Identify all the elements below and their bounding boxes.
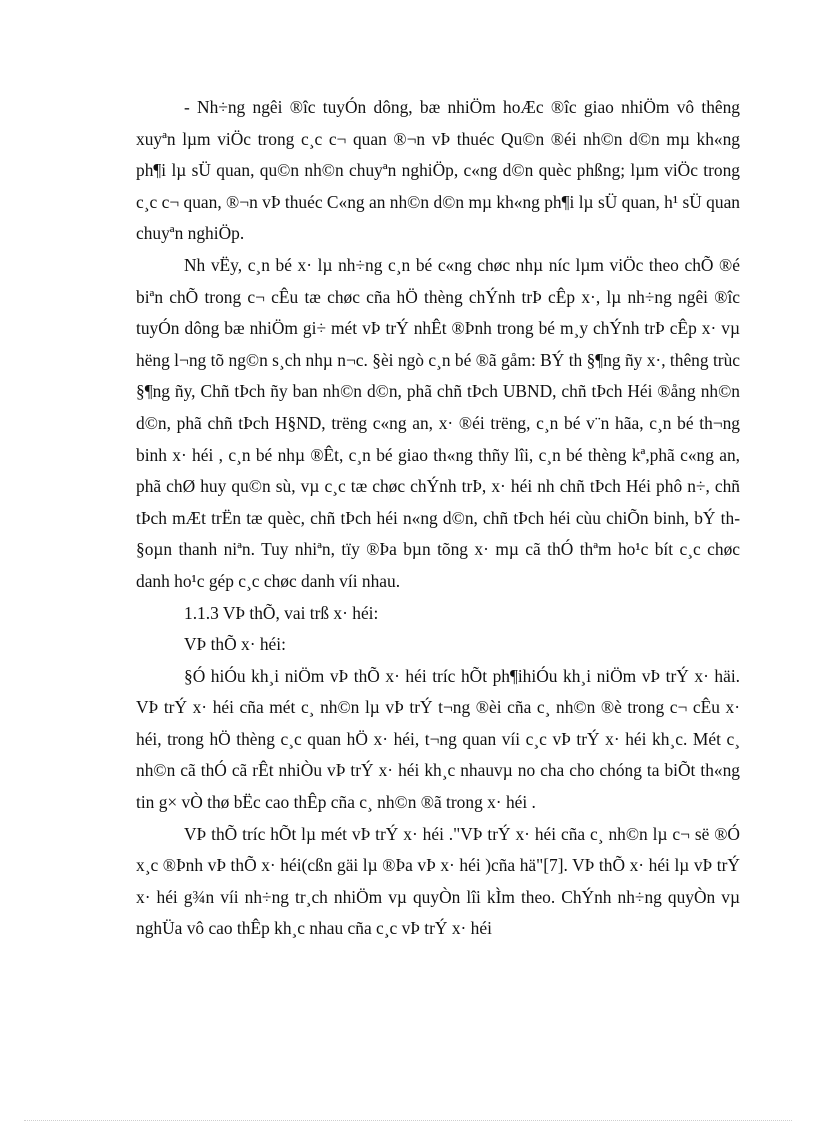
page-bottom-divider [24,1120,792,1121]
section-heading: 1.1.3 VÞ thÕ, vai trß x· héi: [184,602,379,623]
paragraph-1: - Nh÷ng ngêi ®îc tuyÓn dông, bæ nhiÖm hoÆc ®îc giao nhiÖm vô thêng xuyªn lµm viÖc trong c¸c c¬ quan ®¬n vÞ thuéc Qu©n ®éi nh©n d©n mµ kh«ng ph¶i lµ sÜ quan, qu©n nh©n chuyªn nghiÖp, c«ng d©n quèc phßng; lµm viÖc trong c¸c c¬ quan, ®¬n vÞ thuéc C«ng an nh©n d©n mµ kh«ng ph¶i lµ sÜ quan, h¹ sÜ quan chuyªn nghiÖp. [136,97,740,244]
paragraph-4: VÞ thÕ tríc hÕt lµ mét vÞ trÝ x· héi ."VÞ trÝ x· héi cña c¸ nh©n lµ c¬ së ®Ó x¸c ®Þnh vÞ thÕ x· héi(cßn gäi lµ ®Þa vÞ x· héi )cña hä"[7]. VÞ thÕ x· héi lµ vÞ trÝ x· héi g¾n víi nh÷ng tr¸ch nhiÖm vµ quyÒn lîi kÌm theo. ChÝnh nh÷ng quyÒn vµ nghÜa vô cao thÊp kh¸c nhau cña c¸c vÞ trÝ x· héi [136,823,740,939]
subheading: VÞ thÕ x· héi: [184,634,286,655]
paragraph-2: Nh vËy, c¸n bé x· lµ nh÷ng c¸n bé c«ng chøc nhµ níc lµm viÖc theo chÕ ®é biªn chÕ trong c¬ cÊu tæ chøc cña hÖ thèng chÝnh trÞ cÊp x·, lµ nh÷ng ngêi ®îc tuyÓn dông bæ nhiÖm gi÷ mét vÞ trÝ nhÊt ®Þnh trong bé m¸y chÝnh trÞ cÊp x· vµ hëng l¬ng tõ ng©n s¸ch nhµ n¬c. §èi ngò c¸n bé ®ã gåm: BÝ th §¶ng ñy x·, thêng trùc §¶ng ñy, Chñ tÞch ñy ban nh©n d©n, phã chñ tÞch UBND, chñ tÞch Héi ®ång nh©n d©n, phã chñ tÞch H§ND, trëng c«ng an, x· ®éi trëng, c¸n bé v¨n hãa, c¸n bé th¬ng binh x· héi , c¸n bé nhµ ®Êt, c¸n bé giao th«ng thñy lîi, c¸n bé thèng kª,phã c«ng an, phã chØ huy qu©n sù, vµ c¸c tæ chøc chÝnh trÞ, x· héi nh chñ tÞch Héi phô n÷, chñ tÞch mÆt trËn tæ quèc, chñ tÞch héi n«ng d©n, chñ tÞch héi cùu chiÕn binh, bÝ th §oµn thanh niªn. Tuy nhiªn, tïy ®Þa bµn tõng x· mµ cã thÓ thªm ho¹c bít c¸c chøc danh ho¹c gép c¸c chøc danh víi nhau. [136,254,740,591]
document-body [136,92,740,945]
paragraph-3: §Ó hiÓu kh¸i niÖm vÞ thÕ x· héi tríc hÕt ph¶ihiÓu kh¸i niÖm vÞ trÝ x· häi. VÞ trÝ x· héi cña mét c¸ nh©n lµ vÞ trÝ t¬ng ®èi cña c¸ nh©n ®è trong c¬ cÊu x· héi, trong hÖ thèng c¸c quan hÖ x· héi, t¬ng quan víi c¸c vÞ trÝ x· héi kh¸c. Mét c¸ nh©n cã thÓ cã rÊt nhiÒu vÞ trÝ x· héi kh¸c nhauvµ no cha cho chóng ta biÕt th«ng tin g× vÒ thø bËc cao thÊp cña c¸ nh©n ®ã trong x· héi . [136,665,740,813]
